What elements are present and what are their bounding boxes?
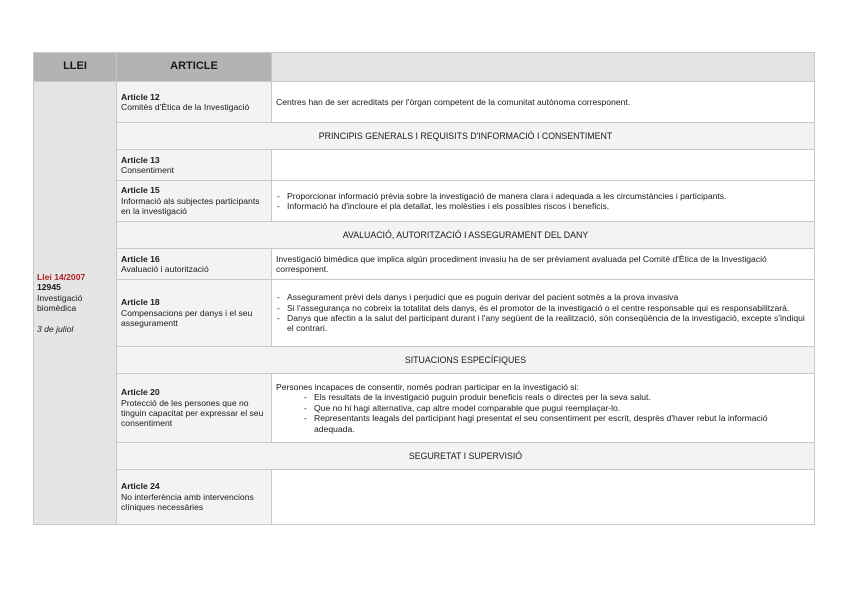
list-item: - Que no hi hagi alternativa, cap altre model comparable que pugui reemplaçar-lo. [276, 403, 810, 413]
article-16-cell [117, 249, 272, 280]
article-title: Article 13 [121, 154, 160, 165]
article-12-content: Centres han de ser acreditats per l'òrgan competent de la comunitat autònoma corresponent. [272, 82, 815, 123]
law-date: 3 de juliol [37, 323, 74, 334]
article-13-cell [117, 150, 272, 181]
list-item: - Representants leagals del participant hagi presentat el seu consentiment per escrit, desprès d'haver rebut la informació adequada. [276, 413, 810, 434]
list-item: - Proporcionar informació prèvia sobre la investigació de manera clara i adequada a les circumstàncies i participants. [276, 191, 810, 201]
article-24-cell [117, 470, 272, 525]
article-title: Article 20 [121, 387, 160, 398]
article-20-content [272, 374, 815, 443]
table-header-row [34, 53, 815, 82]
bullet-list [276, 191, 810, 212]
section-row [34, 347, 815, 374]
bullet-list [276, 292, 810, 334]
table-row [34, 374, 815, 443]
law-cell [34, 82, 117, 525]
law-code: Llei 14/2007 [37, 271, 86, 282]
article-name: No interferència amb intervencions clíniques necessàries [121, 491, 254, 513]
table-row [34, 82, 815, 123]
article-13-content [272, 150, 815, 181]
section-row [34, 443, 815, 470]
table-row [34, 181, 815, 222]
article-name: Protecció de les persones que no tinguin capacitat per expressar el seu consentiment [121, 397, 264, 429]
article-name: Avaluació i autorització [121, 264, 209, 274]
list-item: - Informació ha d'incloure el pla detallat, les molèsties i els possibles riscos i beneficis. [276, 201, 810, 211]
article-title: Article 15 [121, 185, 160, 196]
table-row [34, 249, 815, 280]
law-article-table [33, 52, 815, 525]
header-content [272, 53, 815, 82]
section-row [34, 222, 815, 249]
header-article: ARTICLE [117, 53, 272, 82]
article-18-content [272, 280, 815, 347]
article-20-cell [117, 374, 272, 443]
list-item: - Danys que afectin a la salut del participant durant i l'any següent de la realització, són conseqüència de la investigació, excepte s'indiqui el contrari. [276, 313, 810, 334]
list-item: - Els resultats de la investigació puguin produir beneficis reals o directes per la seva salut. [276, 392, 810, 402]
list-item: - Assegurament prèvi dels danys i perjudici que es puguin derivar del pacient sotmès a la prova invasiva [276, 292, 810, 302]
table-row [34, 280, 815, 347]
article-title: Article 16 [121, 253, 160, 264]
section-heading: AVALUACIÓ, AUTORITZACIÓ I ASSEGURAMENT DEL DANY [117, 222, 815, 249]
article-15-content [272, 181, 815, 222]
article-name: Consentiment [121, 165, 175, 175]
section-heading: PRINCIPIS GENERALS I REQUISITS D'INFORMACIÓ I CONSENTIMENT [117, 123, 815, 150]
bullet-list [276, 392, 810, 434]
article-title: Article 24 [121, 481, 160, 492]
article-title: Article 12 [121, 91, 160, 102]
article-name: Compensacions per danys i el seu asseguramentt [121, 307, 253, 329]
article-name: Informació als subjectes participants en la investigació [121, 195, 260, 217]
article-name: Comitès d'Ètica de la Investigació [121, 102, 250, 112]
section-heading: SEGURETAT I SUPERVISIÓ [117, 443, 815, 470]
article-20-intro: Persones incapaces de consentir, només podran participar en la investigació si: [276, 381, 579, 392]
law-description: Investigació biomèdica [37, 292, 83, 314]
article-12-cell [117, 82, 272, 123]
article-title: Article 18 [121, 297, 160, 308]
section-row [34, 123, 815, 150]
table-row [34, 150, 815, 181]
section-heading: SITUACIONS ESPECÍFIQUES [117, 347, 815, 374]
article-24-content [272, 470, 815, 525]
article-18-cell [117, 280, 272, 347]
law-number: 12945 [37, 282, 61, 293]
header-law: LLEI [34, 53, 117, 82]
article-16-content: Investigació bimèdica que implica algún procediment invasiu ha de ser prèviament avaluada pel Comitè d'Ètica de la Investigació corresponent. [272, 249, 815, 280]
table-row [34, 470, 815, 525]
article-15-cell [117, 181, 272, 222]
list-item: - Si l'assegurança no cobreix la totalitat dels danys, és el promotor de la investigació o el centre responsable qui es responsabilitzarà. [276, 303, 810, 313]
